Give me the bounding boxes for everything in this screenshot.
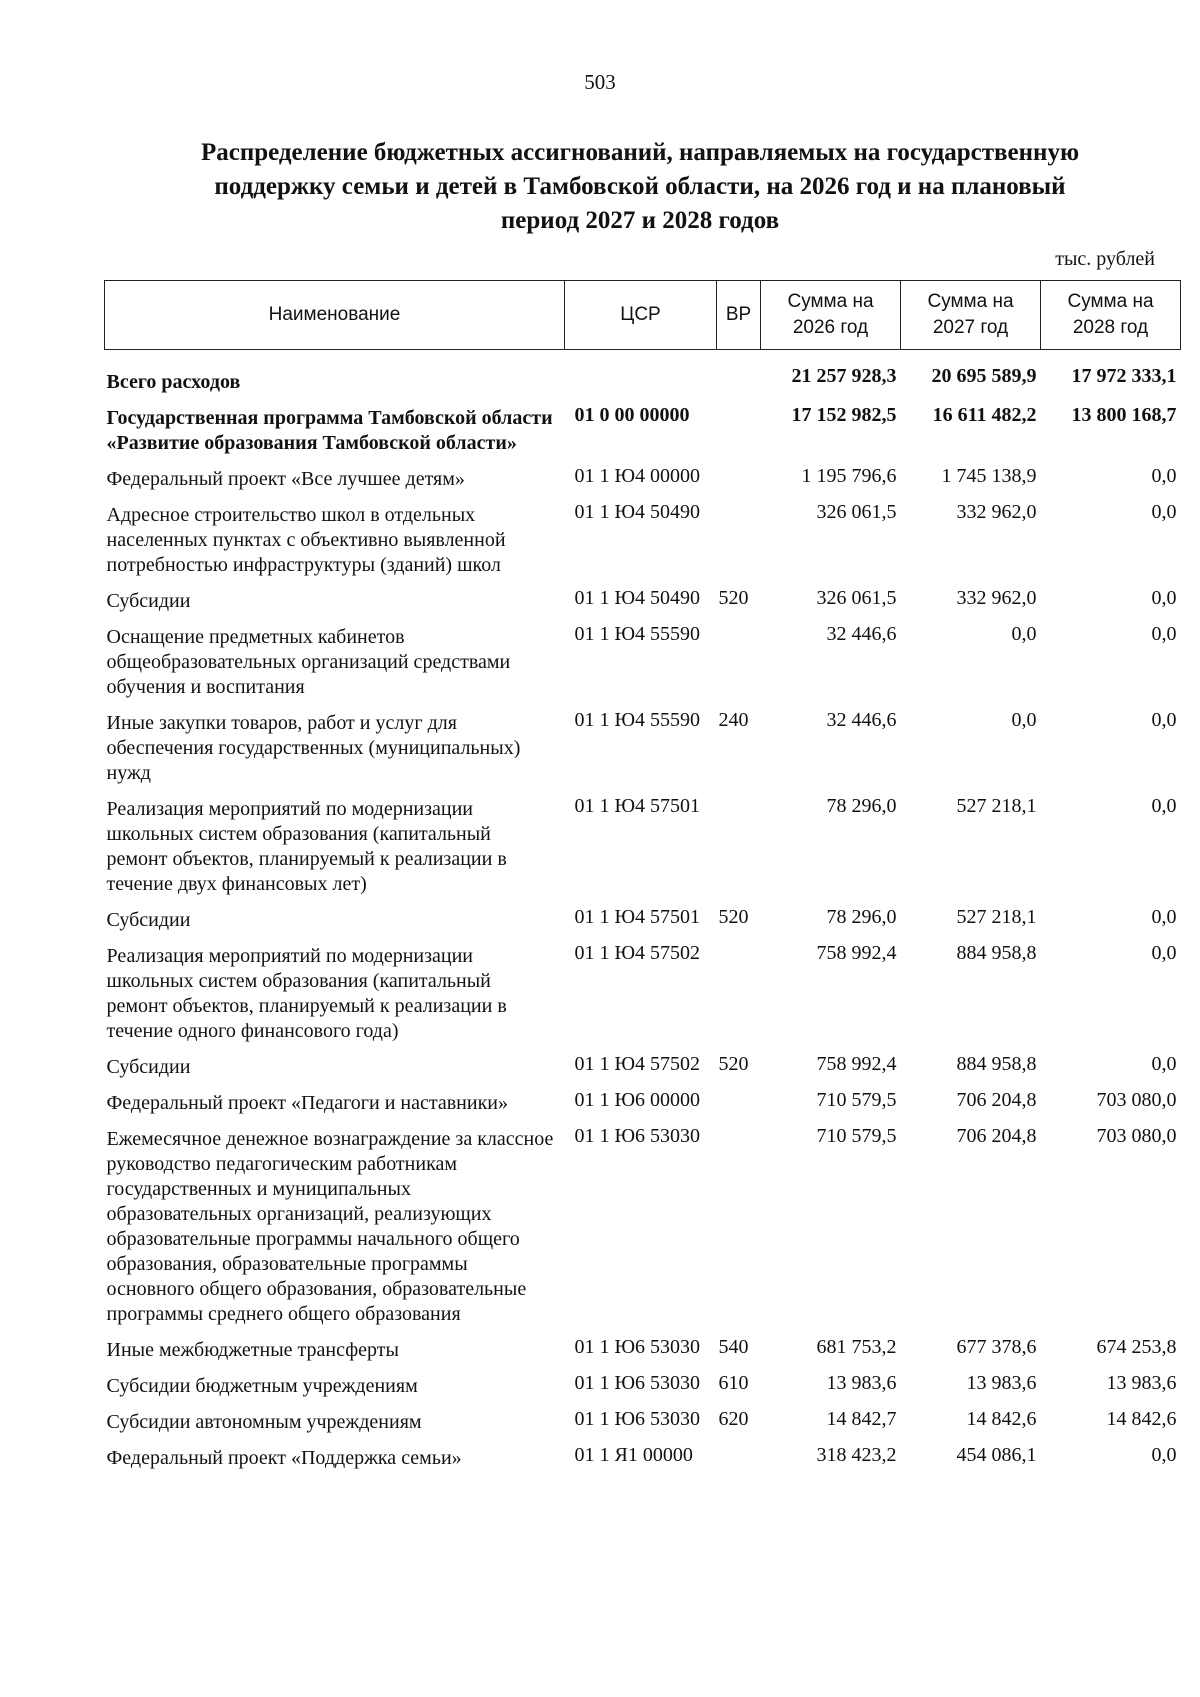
- budget-table: [104, 280, 1181, 1471]
- table-row: [105, 350, 1181, 396]
- row-csr: 01 0 00 00000: [574, 404, 690, 426]
- row-sum-2027: 0,0: [1011, 623, 1037, 645]
- row-sum-2026: 326 061,5: [816, 587, 897, 609]
- row-sum-2027: 332 962,0: [956, 501, 1037, 523]
- row-csr: 01 1 Ю4 57502: [574, 1053, 701, 1075]
- table-row: [105, 1399, 1181, 1435]
- row-sum-2028: 0,0: [1151, 1444, 1177, 1466]
- row-sum-2026: 32 446,6: [826, 623, 897, 645]
- row-name: Федеральный проект «Поддержка семьи»: [106, 1447, 462, 1469]
- header-sum-2026: Сумма на 2026 год: [761, 281, 901, 350]
- table-row: [105, 1363, 1181, 1399]
- row-sum-2028: 703 080,0: [1096, 1125, 1177, 1147]
- table-row: [105, 1044, 1181, 1080]
- row-csr: 01 1 Ю6 53030: [574, 1372, 701, 1394]
- row-sum-2028: 0,0: [1151, 623, 1177, 645]
- table-row: [105, 578, 1181, 614]
- header-sum-2028: Сумма на 2028 год: [1041, 281, 1181, 350]
- row-csr: 01 1 Ю4 50490: [574, 501, 701, 523]
- row-sum-2027: 16 611 482,2: [932, 404, 1037, 426]
- row-vr: [717, 1080, 761, 1116]
- header-name: Наименование: [105, 281, 565, 350]
- row-sum-2028: 0,0: [1151, 942, 1177, 964]
- row-sum-2028: 0,0: [1151, 465, 1177, 487]
- row-vr: 520: [718, 587, 749, 609]
- row-sum-2028: 703 080,0: [1096, 1089, 1177, 1111]
- unit-label: тыс. рублей: [1055, 248, 1155, 270]
- row-name: Адресное строительство школ в отдельных населенных пунктах с объективно выявленной потребностью инфраструктуры (зданий) школ: [106, 504, 506, 576]
- row-sum-2027: 706 204,8: [956, 1089, 1037, 1111]
- row-sum-2027: 527 218,1: [956, 906, 1037, 928]
- row-vr: [717, 350, 761, 396]
- row-sum-2027: 527 218,1: [956, 795, 1037, 817]
- row-sum-2028: 0,0: [1151, 709, 1177, 731]
- row-name: Всего расходов: [106, 371, 241, 393]
- row-csr: 01 1 Ю4 57501: [574, 906, 701, 928]
- row-csr: 01 1 Ю4 00000: [574, 465, 701, 487]
- row-sum-2028: 674 253,8: [1096, 1336, 1177, 1358]
- document-title: [100, 136, 1180, 238]
- row-name: Субсидии автономным учреждениям: [106, 1411, 422, 1433]
- row-sum-2028: 14 842,6: [1106, 1408, 1177, 1430]
- row-sum-2026: 326 061,5: [816, 501, 897, 523]
- row-sum-2026: 78 296,0: [826, 906, 897, 928]
- row-vr: [717, 456, 761, 492]
- row-sum-2026: 32 446,6: [826, 709, 897, 731]
- title-line: период 2027 и 2028 годов: [500, 207, 780, 234]
- row-vr: [717, 1435, 761, 1471]
- row-name: Реализация мероприятий по модернизации школьных систем образования (капитальный ремонт объектов, планируемый к реализации в течение одного финансового года): [106, 945, 507, 1042]
- row-sum-2026: 758 992,4: [816, 942, 897, 964]
- row-csr: 01 1 Ю4 57502: [574, 942, 701, 964]
- row-sum-2027: 13 983,6: [966, 1372, 1037, 1394]
- row-sum-2027: 706 204,8: [956, 1125, 1037, 1147]
- header-csr: ЦСР: [565, 281, 717, 350]
- title-line: поддержку семьи и детей в Тамбовской области, на 2026 год и на плановый: [214, 173, 1066, 200]
- row-sum-2027: 0,0: [1011, 709, 1037, 731]
- row-name: Федеральный проект «Педагоги и наставники»: [106, 1092, 508, 1114]
- row-sum-2026: 318 423,2: [816, 1444, 897, 1466]
- row-vr: [717, 395, 761, 456]
- row-sum-2026: 710 579,5: [816, 1089, 897, 1111]
- row-csr: 01 1 Ю4 50490: [574, 587, 701, 609]
- row-sum-2027: 1 745 138,9: [941, 465, 1037, 487]
- row-sum-2027: 677 378,6: [956, 1336, 1037, 1358]
- row-name: Субсидии бюджетным учреждениям: [106, 1375, 418, 1397]
- row-sum-2026: 758 992,4: [816, 1053, 897, 1075]
- row-sum-2026: 14 842,7: [826, 1408, 897, 1430]
- row-sum-2028: 0,0: [1151, 906, 1177, 928]
- table-row: [105, 395, 1181, 456]
- row-vr: 240: [718, 709, 749, 731]
- row-vr: 520: [718, 1053, 749, 1075]
- row-sum-2028: 0,0: [1151, 795, 1177, 817]
- row-sum-2026: 13 983,6: [826, 1372, 897, 1394]
- table-row: [105, 1435, 1181, 1471]
- row-csr: 01 1 Ю4 57501: [574, 795, 701, 817]
- table-row: [105, 933, 1181, 1044]
- row-name: Федеральный проект «Все лучшее детям»: [106, 468, 465, 490]
- row-vr: [717, 786, 761, 897]
- title-line: Распределение бюджетных ассигнований, направляемых на государственную: [200, 139, 1080, 166]
- row-csr: 01 1 Я1 00000: [574, 1444, 693, 1466]
- row-sum-2028: 0,0: [1151, 587, 1177, 609]
- row-sum-2026: 78 296,0: [826, 795, 897, 817]
- row-name: Иные межбюджетные трансферты: [106, 1339, 399, 1361]
- row-vr: [717, 614, 761, 700]
- row-name: Субсидии: [106, 590, 191, 612]
- row-name: Ежемесячное денежное вознаграждение за классное руководство педагогическим работникам государственных и муниципальных образовательных организаций, реализующих образовательные программы начального общего образования, образовательные программы основного общего образования, образовательные программы среднего общего образования: [106, 1128, 554, 1325]
- row-name: Иные закупки товаров, работ и услуг для обеспечения государственных (муниципальных) нужд: [106, 712, 521, 784]
- table-row: [105, 1080, 1181, 1116]
- row-sum-2026: 1 195 796,6: [801, 465, 897, 487]
- table-row: [105, 1327, 1181, 1363]
- row-vr: 620: [718, 1408, 749, 1430]
- row-name: Субсидии: [106, 909, 191, 931]
- table-row: [105, 897, 1181, 933]
- row-csr: 01 1 Ю4 55590: [574, 623, 701, 645]
- header-sum-2027: Сумма на 2027 год: [901, 281, 1041, 350]
- row-csr: 01 1 Ю6 53030: [574, 1336, 701, 1358]
- row-name: Субсидии: [106, 1056, 191, 1078]
- row-sum-2027: 454 086,1: [956, 1444, 1037, 1466]
- table-row: [105, 492, 1181, 578]
- page-number: 503: [584, 70, 616, 94]
- row-sum-2026: 17 152 982,5: [791, 404, 897, 426]
- row-vr: [717, 933, 761, 1044]
- row-sum-2027: 332 962,0: [956, 587, 1037, 609]
- row-csr: 01 1 Ю6 53030: [574, 1125, 701, 1147]
- row-sum-2026: 21 257 928,3: [791, 365, 897, 387]
- row-csr: 01 1 Ю6 00000: [574, 1089, 701, 1111]
- table-row: [105, 1116, 1181, 1327]
- row-name: Оснащение предметных кабинетов общеобразовательных организаций средствами обучения и воспитания: [106, 626, 511, 698]
- table-header-row: [105, 281, 1181, 350]
- row-vr: 520: [718, 906, 749, 928]
- row-csr: 01 1 Ю6 53030: [574, 1408, 701, 1430]
- table-row: [105, 614, 1181, 700]
- row-sum-2028: 13 800 168,7: [1071, 404, 1177, 426]
- row-vr: [717, 492, 761, 578]
- row-sum-2026: 681 753,2: [816, 1336, 897, 1358]
- row-sum-2027: 20 695 589,9: [931, 365, 1037, 387]
- row-vr: 540: [718, 1336, 749, 1358]
- row-name: Реализация мероприятий по модернизации школьных систем образования (капитальный ремонт объектов, планируемый к реализации в течение двух финансовых лет): [106, 798, 507, 895]
- row-sum-2028: 13 983,6: [1106, 1372, 1177, 1394]
- table-row: [105, 786, 1181, 897]
- table-row: [105, 456, 1181, 492]
- row-csr: [565, 350, 717, 396]
- header-vr: ВР: [717, 281, 761, 350]
- row-sum-2027: 884 958,8: [956, 942, 1037, 964]
- row-sum-2028: 17 972 333,1: [1071, 365, 1177, 387]
- row-name: Государственная программа Тамбовской области «Развитие образования Тамбовской области»: [106, 407, 553, 454]
- row-vr: [717, 1116, 761, 1327]
- row-vr: 610: [718, 1372, 749, 1394]
- row-csr: 01 1 Ю4 55590: [574, 709, 701, 731]
- row-sum-2027: 884 958,8: [956, 1053, 1037, 1075]
- table-row: [105, 700, 1181, 786]
- row-sum-2026: 710 579,5: [816, 1125, 897, 1147]
- row-sum-2027: 14 842,6: [966, 1408, 1037, 1430]
- row-sum-2028: 0,0: [1151, 501, 1177, 523]
- row-sum-2028: 0,0: [1151, 1053, 1177, 1075]
